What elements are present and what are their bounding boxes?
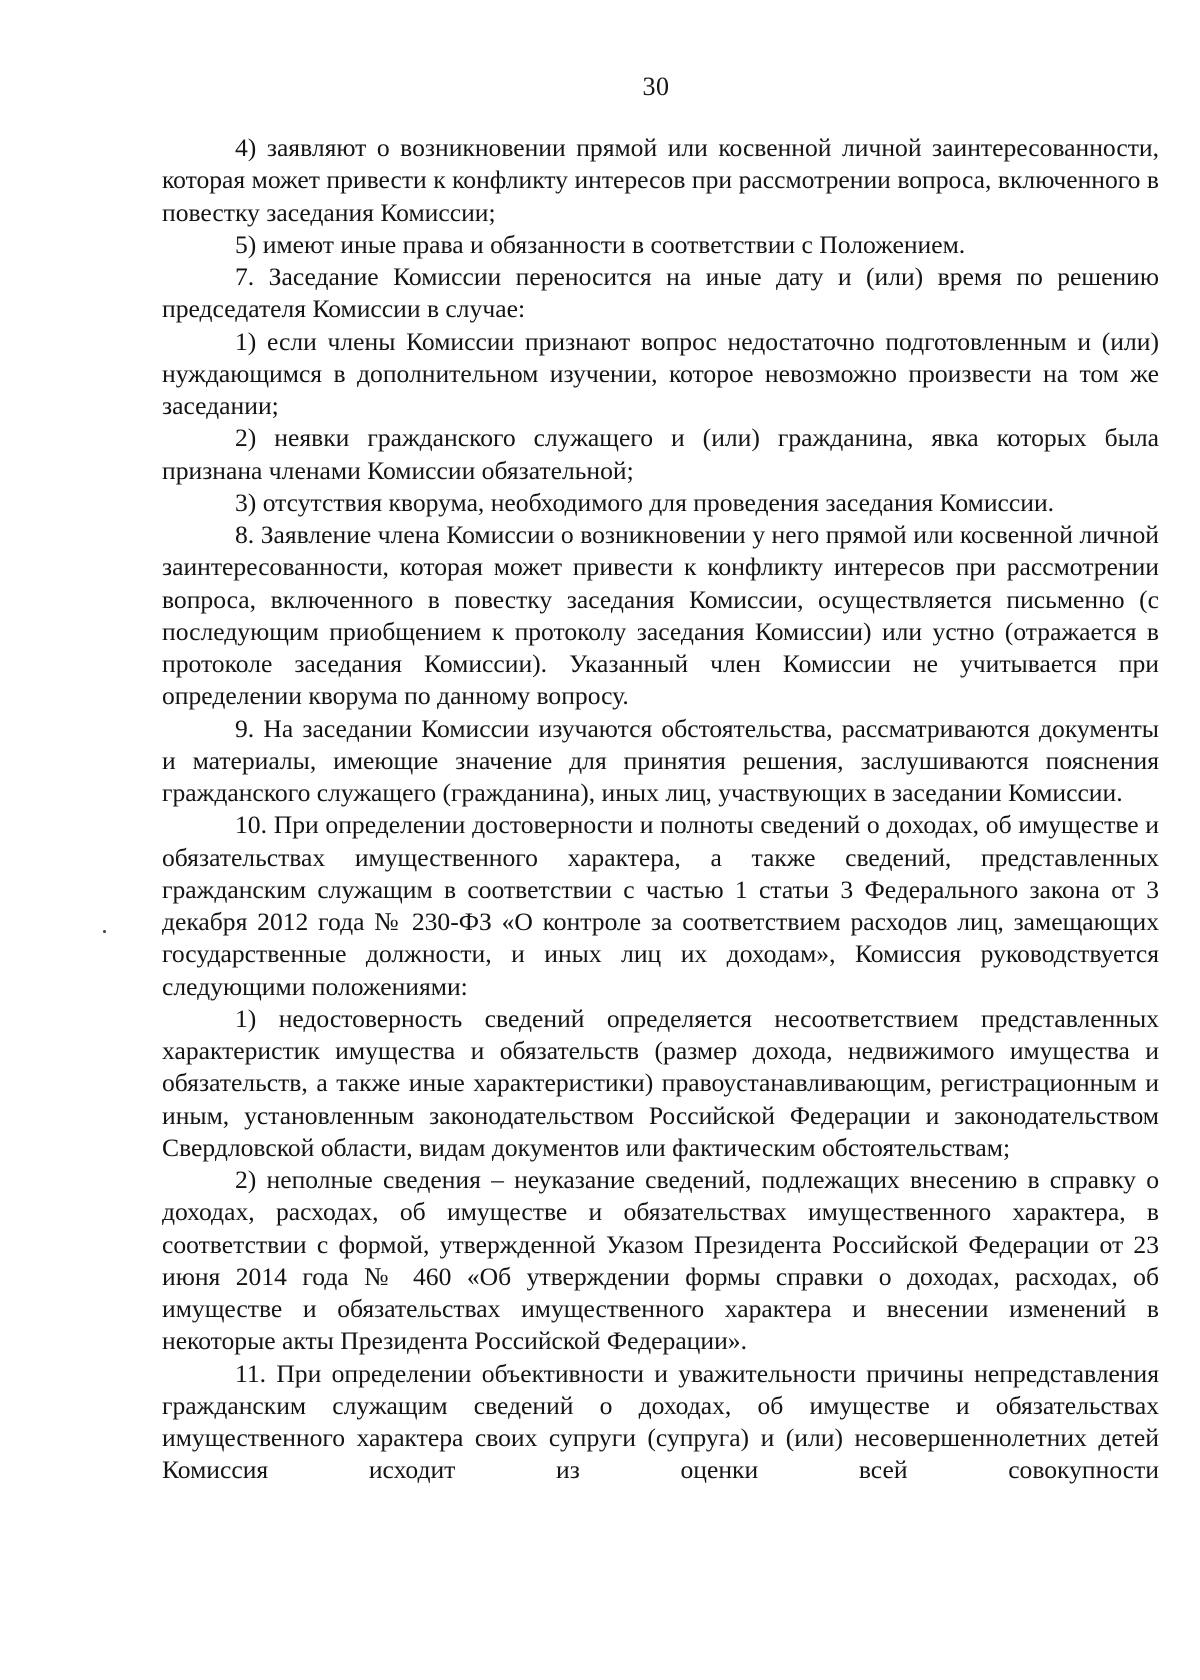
- paragraph-clause-7-item-2: 2) неявки гражданского служащего и (или) гражданина, явка которых была признана членами Комиссии обязательной;: [162, 423, 1159, 485]
- paragraph-clause-7: 7. Заседание Комиссии переносится на иные дату и (или) время по решению председателя Комиссии в случае:: [162, 262, 1159, 324]
- paragraph-clause-7-item-1: 1) если члены Комиссии признают вопрос недостаточно подготовленным и (или) нуждающимся в дополнительном изучении, которое невозможно произвести на том же заседании;: [162, 326, 1159, 420]
- paragraph-item-5: 5) имеют иные права и обязанности в соответствии с Положением.: [235, 229, 966, 259]
- paragraph-clause-7-item-3: 3) отсутствия кворума, необходимого для проведения заседания Комиссии.: [235, 487, 1055, 517]
- paragraph-clause-11: 11. При определении объективности и уважительности причины непредставления гражданским служащим сведений о доходах, об имуществе и обязательствах имущественного характера своих супруги (супруга) и (или) несовершеннолетних детей Комиссия исходит из оценки всей совокупности: [162, 1358, 1159, 1485]
- paragraph-clause-8: 8. Заявление члена Комиссии о возникновении у него прямой или косвенной личной заинтересованности, которая может привести к конфликту интересов при рассмотрении вопроса, включенного в повестку заседания Комиссии, осуществляется письменно (с последующим приобщением к протоколу заседания Комиссии) или устно (отражается в протоколе заседания Комиссии). Указанный член Комиссии не учитывается при определении кворума по данному вопросу.: [162, 520, 1159, 711]
- paragraph-clause-9: 9. На заседании Комиссии изучаются обстоятельства, рассматриваются документы и материалы, имеющие значение для принятия решения, заслушиваются пояснения гражданского служащего (гражданина), иных лиц, участвующих в заседании Комиссии.: [162, 713, 1159, 807]
- page-number: 30: [642, 72, 670, 101]
- scan-speck: [103, 930, 106, 933]
- paragraph-item-4: 4) заявляют о возникновении прямой или косвенной личной заинтересованности, которая может привести к конфликту интересов при рассмотрении вопроса, включенного в повестку заседания Комиссии;: [162, 133, 1159, 227]
- paragraph-clause-10-item-2: 2) неполные сведения – неуказание сведений, подлежащих внесению в справку о доходах, расходах, об имуществе и обязательствах имущественного характера, в соответствии с формой, утвержденной Указом Президента Российской Федерации от 23 июня 2014 года № 460 «Об утверждении формы справки о доходах, расходах, об имуществе и обязательствах имущественного характера и внесении изменений в некоторые акты Президента Российской Федерации».: [162, 1165, 1159, 1356]
- paragraph-clause-10-item-1: 1) недостоверность сведений определяется несоответствием представленных характеристик имущества и обязательств (размер дохода, недвижимого имущества и обязательств, а также иные характеристики) правоустанавливающим, регистрационным и иным, установленным законодательством Российской Федерации и законодательством Свердловской области, видам документов или фактическим обстоятельствам;: [162, 1003, 1159, 1162]
- paragraph-clause-10: 10. При определении достоверности и полноты сведений о доходах, об имуществе и обязательствах имущественного характера, а также сведений, представленных гражданским служащим в соответствии с частью 1 статьи 3 Федерального закона от 3 декабря 2012 года № 230-ФЗ «О контроле за соответствием расходов лиц, замещающих государственные должности, и иных лиц их доходам», Комиссия руководствуется следующими положениями:: [162, 810, 1159, 1001]
- document-body: [162, 132, 1159, 1487]
